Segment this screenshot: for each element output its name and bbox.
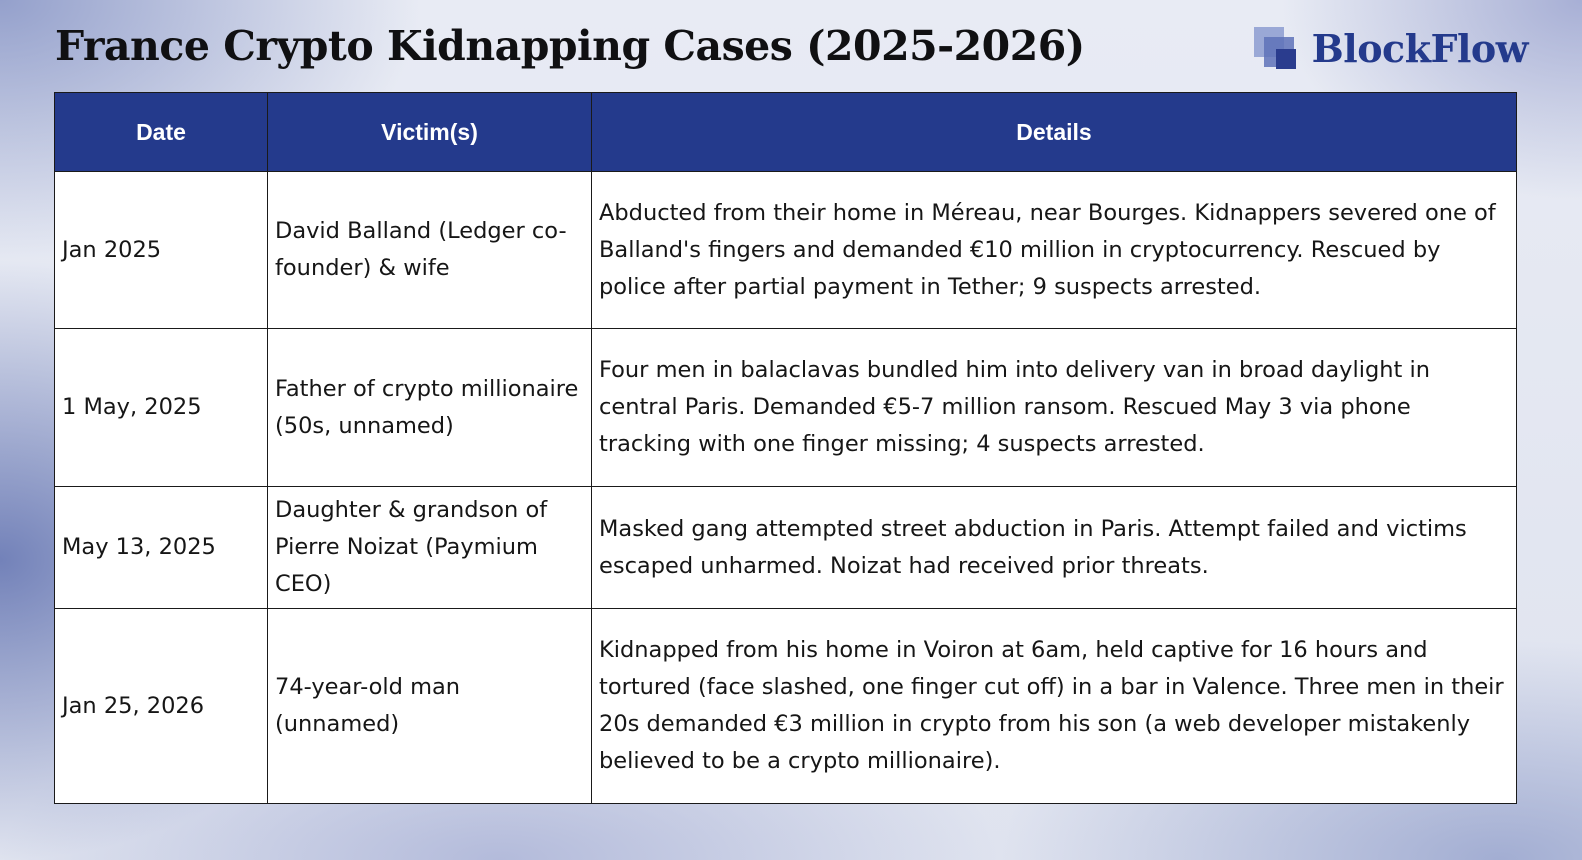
kidnapping-cases-table — [54, 92, 1517, 804]
cell-victims: 74-year-old man (unnamed) — [268, 609, 592, 804]
brand-logo — [1254, 26, 1528, 71]
table-header-row — [55, 93, 1517, 172]
column-header-date: Date — [55, 93, 268, 172]
cell-date: 1 May, 2025 — [55, 329, 268, 487]
table-row — [55, 329, 1517, 487]
page-title: France Crypto Kidnapping Cases (2025-2026) — [55, 22, 1085, 70]
cell-details: Four men in balaclavas bundled him into delivery van in broad daylight in central Paris. Demanded €5-7 million ransom. Rescued May 3 via phone tracking with one finger missing; 4 suspects arrested. — [592, 329, 1517, 487]
cell-date: Jan 25, 2026 — [55, 609, 268, 804]
column-header-victims: Victim(s) — [268, 93, 592, 172]
cell-victims: Father of crypto millionaire (50s, unnamed) — [268, 329, 592, 487]
table-row — [55, 487, 1517, 609]
cell-details: Masked gang attempted street abduction in Paris. Attempt failed and victims escaped unharmed. Noizat had received prior threats. — [592, 487, 1517, 609]
brand-name: BlockFlow — [1311, 26, 1528, 71]
cell-victims: David Balland (Ledger co-founder) & wife — [268, 172, 592, 329]
table-row — [55, 609, 1517, 804]
cell-date: Jan 2025 — [55, 172, 268, 329]
cell-victims: Daughter & grandson of Pierre Noizat (Paymium CEO) — [268, 487, 592, 609]
column-header-details: Details — [592, 93, 1517, 172]
cell-details: Abducted from their home in Méreau, near Bourges. Kidnappers severed one of Balland's fingers and demanded €10 million in cryptocurrency. Rescued by police after partial payment in Tether; 9 suspects arrested. — [592, 172, 1517, 329]
blockflow-logo-icon — [1254, 27, 1298, 71]
table-row — [55, 172, 1517, 329]
cell-details: Kidnapped from his home in Voiron at 6am, held captive for 16 hours and tortured (face slashed, one finger cut off) in a bar in Valence. Three men in their 20s demanded €3 million in crypto from his son (a web developer mistakenly believed to be a crypto millionaire). — [592, 609, 1517, 804]
cell-date: May 13, 2025 — [55, 487, 268, 609]
